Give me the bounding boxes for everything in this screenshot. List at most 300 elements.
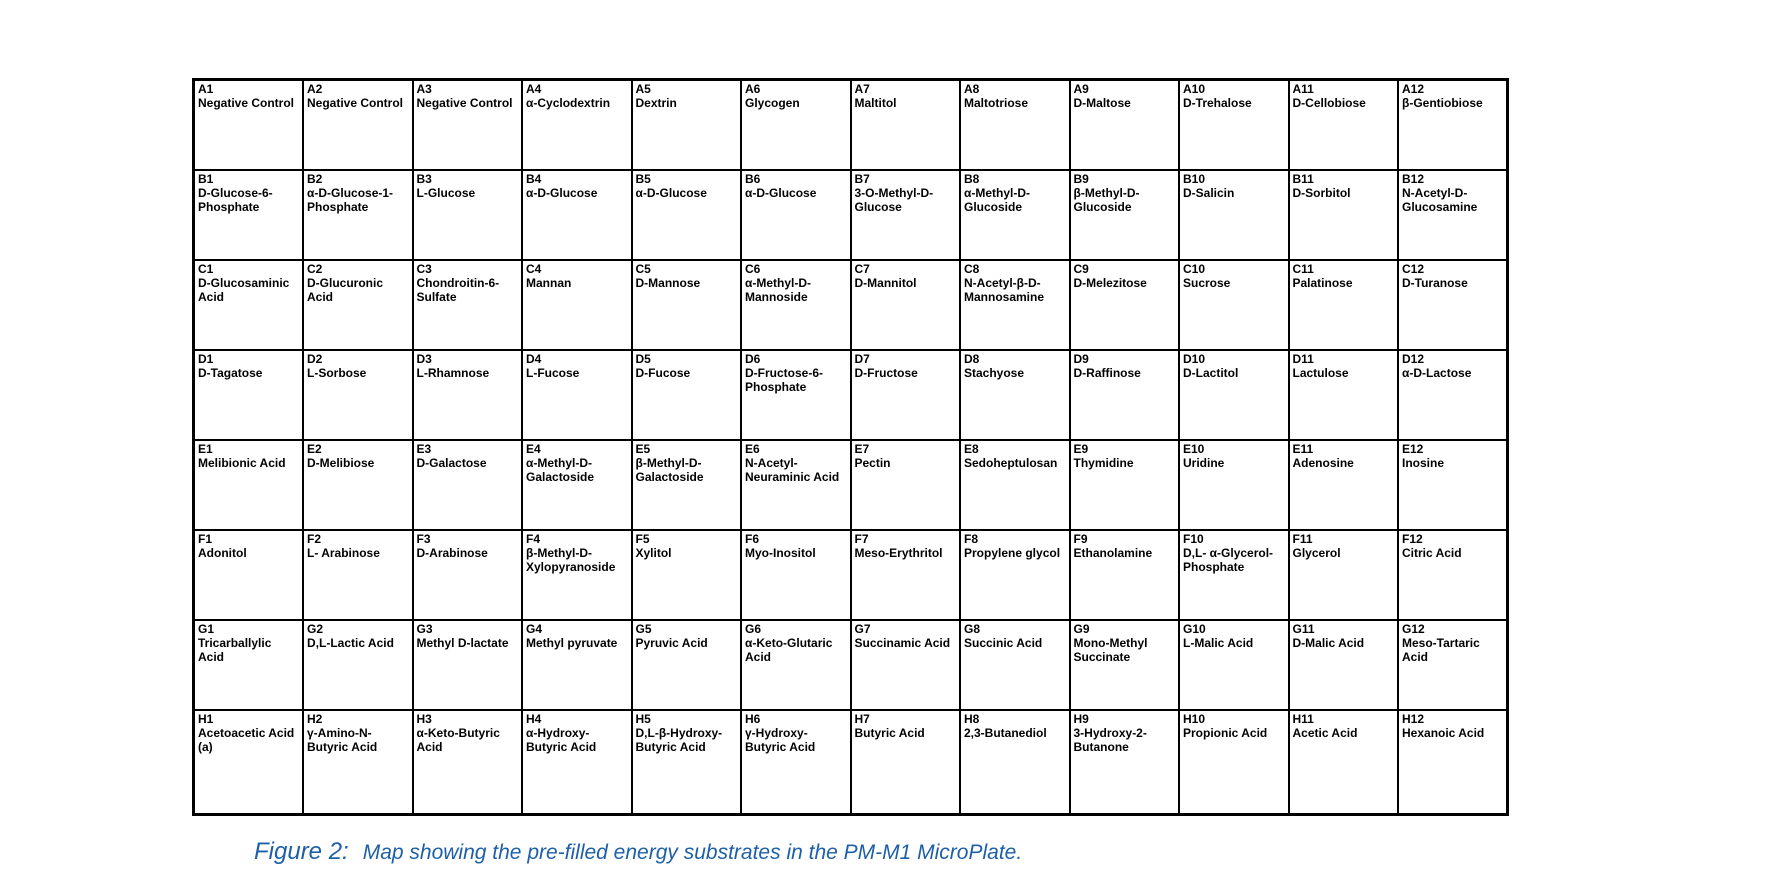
plate-well (1289, 440, 1399, 530)
well-substrate-name: α-Keto-Butyric Acid (416, 726, 500, 754)
well-id: A4 (526, 82, 542, 96)
well-substrate-name: D-Fructose (854, 366, 918, 380)
well-id: E10 (1183, 442, 1205, 456)
plate-well (1070, 620, 1180, 710)
well-substrate-name: Negative Control (198, 96, 295, 110)
plate-well (303, 260, 413, 350)
well-id: G9 (1073, 622, 1090, 636)
plate-well (1289, 80, 1399, 171)
plate-well (1398, 80, 1508, 171)
well-id: F5 (635, 532, 650, 546)
plate-well (1070, 530, 1180, 620)
plate-well (413, 80, 523, 171)
well-id: F11 (1292, 532, 1313, 546)
well-id: B2 (307, 172, 323, 186)
well-id: B7 (854, 172, 870, 186)
well-id: H7 (854, 712, 870, 726)
plate-well (960, 260, 1070, 350)
plate-well (522, 80, 632, 171)
well-id: D3 (416, 352, 432, 366)
plate-well (194, 440, 304, 530)
plate-well (1398, 260, 1508, 350)
plate-well (1179, 350, 1289, 440)
well-substrate-name: Xylitol (635, 546, 672, 560)
plate-map-body (194, 80, 1508, 815)
well-id: D12 (1402, 352, 1425, 366)
well-id: C7 (854, 262, 870, 276)
well-id: H1 (198, 712, 214, 726)
well-id: E1 (198, 442, 213, 456)
well-substrate-name: Glycerol (1292, 546, 1341, 560)
well-id: A12 (1402, 82, 1425, 96)
well-id: G6 (745, 622, 762, 636)
well-id: G4 (526, 622, 543, 636)
plate-well (413, 710, 523, 815)
well-id: C1 (198, 262, 214, 276)
well-substrate-name: D-Malic Acid (1292, 636, 1365, 650)
well-substrate-name: Acetoacetic Acid (a) (198, 726, 295, 754)
well-id: F10 (1183, 532, 1204, 546)
figure-caption-text: Map showing the pre-filled energy substrates in the PM-M1 MicroPlate. (362, 841, 1023, 864)
plate-map-table (192, 78, 1509, 816)
well-substrate-name: Thymidine (1073, 456, 1134, 470)
well-substrate-name: Negative Control (416, 96, 513, 110)
well-id: A6 (745, 82, 761, 96)
plate-well (194, 710, 304, 815)
plate-well (632, 530, 742, 620)
well-substrate-name: Adenosine (1292, 456, 1354, 470)
plate-well (413, 530, 523, 620)
plate-well (632, 80, 742, 171)
well-substrate-name: Meso-Erythritol (854, 546, 943, 560)
well-id: H4 (526, 712, 542, 726)
well-id: B10 (1183, 172, 1206, 186)
well-id: D7 (854, 352, 870, 366)
well-substrate-name: Sedoheptulosan (964, 456, 1058, 470)
plate-well (741, 80, 851, 171)
well-id: C10 (1183, 262, 1206, 276)
well-id: C11 (1292, 262, 1314, 276)
well-id: E7 (854, 442, 870, 456)
well-substrate-name: D-Trehalose (1183, 96, 1252, 110)
well-id: D2 (307, 352, 323, 366)
plate-well (960, 710, 1070, 815)
plate-well (632, 350, 742, 440)
well-id: D9 (1073, 352, 1089, 366)
plate-well (960, 440, 1070, 530)
well-substrate-name: L- Arabinose (307, 546, 380, 560)
well-id: B3 (416, 172, 432, 186)
well-id: E6 (745, 442, 760, 456)
well-id: B11 (1292, 172, 1314, 186)
well-substrate-name: Palatinose (1292, 276, 1353, 290)
figure-caption-label: Figure 2: (254, 838, 349, 865)
well-id: G11 (1292, 622, 1315, 636)
plate-row (194, 260, 1508, 350)
well-substrate-name: α-Methyl-D- Mannoside (745, 276, 812, 304)
well-substrate-name: Maltitol (854, 96, 897, 110)
well-substrate-name: D-Glucose-6- Phosphate (198, 186, 273, 214)
well-substrate-name: β-Gentiobiose (1402, 96, 1483, 110)
well-id: G1 (198, 622, 215, 636)
plate-well (1179, 710, 1289, 815)
well-substrate-name: D-Cellobiose (1292, 96, 1366, 110)
plate-well (194, 350, 304, 440)
plate-well (1398, 170, 1508, 260)
plate-well (303, 530, 413, 620)
well-id: G8 (964, 622, 981, 636)
well-substrate-name: α-Methyl-D- Glucoside (964, 186, 1031, 214)
well-substrate-name: 3-Hydroxy-2- Butanone (1073, 726, 1147, 754)
well-substrate-name: D-Raffinose (1073, 366, 1141, 380)
well-substrate-name: Mannan (526, 276, 572, 290)
well-id: G3 (416, 622, 433, 636)
well-substrate-name: Chondroitin-6- Sulfate (416, 276, 500, 304)
plate-well (741, 350, 851, 440)
plate-well (1070, 440, 1180, 530)
well-substrate-name: Pyruvic Acid (635, 636, 708, 650)
well-substrate-name: Glycogen (745, 96, 800, 110)
well-substrate-name: D,L-Lactic Acid (307, 636, 394, 650)
well-substrate-name: D,L-β-Hydroxy- Butyric Acid (635, 726, 723, 754)
plate-well (1289, 170, 1399, 260)
plate-row (194, 350, 1508, 440)
well-substrate-name: N-Acetyl-D- Glucosamine (1402, 186, 1478, 214)
plate-well (1179, 530, 1289, 620)
well-id: D5 (635, 352, 651, 366)
plate-row (194, 80, 1508, 171)
well-substrate-name: Lactulose (1292, 366, 1349, 380)
plate-well (522, 710, 632, 815)
well-substrate-name: L-Rhamnose (416, 366, 490, 380)
well-substrate-name: Acetic Acid (1292, 726, 1358, 740)
plate-well (960, 530, 1070, 620)
plate-well (741, 260, 851, 350)
well-id: E2 (307, 442, 322, 456)
well-id: F3 (416, 532, 431, 546)
well-id: A2 (307, 82, 323, 96)
well-id: A5 (635, 82, 651, 96)
well-id: C6 (745, 262, 761, 276)
well-substrate-name: α-Hydroxy- Butyric Acid (526, 726, 597, 754)
plate-well (413, 260, 523, 350)
well-substrate-name: β-Methyl-D- Galactoside (635, 456, 704, 484)
well-id: H2 (307, 712, 323, 726)
plate-well (632, 710, 742, 815)
plate-well (1179, 260, 1289, 350)
well-substrate-name: Butyric Acid (854, 726, 925, 740)
well-substrate-name: Adonitol (198, 546, 247, 560)
well-id: H12 (1402, 712, 1425, 726)
well-id: G10 (1183, 622, 1206, 636)
well-id: E5 (635, 442, 651, 456)
plate-row (194, 170, 1508, 260)
plate-well (632, 440, 742, 530)
well-id: A10 (1183, 82, 1206, 96)
plate-row (194, 530, 1508, 620)
plate-well (303, 80, 413, 171)
well-id: D4 (526, 352, 542, 366)
well-substrate-name: Sucrose (1183, 276, 1231, 290)
well-id: G12 (1402, 622, 1425, 636)
plate-well (1398, 710, 1508, 815)
well-id: E8 (964, 442, 979, 456)
well-id: H5 (635, 712, 651, 726)
well-substrate-name: D-Salicin (1183, 186, 1235, 200)
well-id: G7 (854, 622, 871, 636)
well-id: A8 (964, 82, 980, 96)
well-substrate-name: D-Glucosaminic Acid (198, 276, 290, 304)
well-substrate-name: D,L- α-Glycerol- Phosphate (1183, 546, 1274, 574)
plate-well (1398, 530, 1508, 620)
well-id: C12 (1402, 262, 1425, 276)
well-id: C2 (307, 262, 323, 276)
well-substrate-name: D-Galactose (416, 456, 487, 470)
well-id: A1 (198, 82, 214, 96)
well-id: F9 (1073, 532, 1088, 546)
plate-well (851, 620, 961, 710)
plate-well (1070, 710, 1180, 815)
well-id: F8 (964, 532, 979, 546)
plate-well (1289, 620, 1399, 710)
plate-well (1179, 620, 1289, 710)
well-substrate-name: D-Mannitol (854, 276, 917, 290)
well-id: B9 (1073, 172, 1089, 186)
well-id: H11 (1292, 712, 1314, 726)
well-substrate-name: Ethanolamine (1073, 546, 1153, 560)
plate-well (522, 530, 632, 620)
well-substrate-name: D-Melezitose (1073, 276, 1147, 290)
well-id: H8 (964, 712, 980, 726)
well-substrate-name: Meso-Tartaric Acid (1402, 636, 1480, 664)
well-substrate-name: Hexanoic Acid (1402, 726, 1485, 740)
well-id: A3 (416, 82, 432, 96)
plate-well (960, 80, 1070, 171)
plate-well (1289, 260, 1399, 350)
well-id: A7 (854, 82, 870, 96)
plate-row (194, 620, 1508, 710)
well-id: B8 (964, 172, 980, 186)
well-id: B12 (1402, 172, 1425, 186)
well-substrate-name: α-Keto-Glutaric Acid (745, 636, 833, 664)
well-substrate-name: 3-O-Methyl-D- Glucose (854, 186, 934, 214)
plate-well (303, 440, 413, 530)
plate-well (741, 710, 851, 815)
plate-well (413, 350, 523, 440)
well-substrate-name: L-Fucose (526, 366, 580, 380)
plate-row (194, 710, 1508, 815)
well-substrate-name: Negative Control (307, 96, 404, 110)
well-id: C3 (416, 262, 432, 276)
plate-well (522, 350, 632, 440)
plate-well (194, 530, 304, 620)
well-substrate-name: α-D-Lactose (1402, 366, 1472, 380)
well-substrate-name: N-Acetyl-β-D- Mannosamine (964, 276, 1045, 304)
plate-well (522, 440, 632, 530)
plate-well (303, 710, 413, 815)
well-id: C8 (964, 262, 980, 276)
well-id: E11 (1292, 442, 1314, 456)
plate-well (194, 170, 304, 260)
well-substrate-name: N-Acetyl- Neuraminic Acid (745, 456, 840, 484)
plate-well (851, 710, 961, 815)
well-id: F4 (526, 532, 541, 546)
plate-well (960, 350, 1070, 440)
plate-well (194, 620, 304, 710)
well-id: G2 (307, 622, 324, 636)
well-id: F1 (198, 532, 213, 546)
well-substrate-name: Mono-Methyl Succinate (1073, 636, 1148, 664)
well-substrate-name: D-Tagatose (198, 366, 263, 380)
plate-well (851, 170, 961, 260)
well-substrate-name: Succinic Acid (964, 636, 1043, 650)
well-substrate-name: Myo-Inositol (745, 546, 816, 560)
well-substrate-name: L-Glucose (416, 186, 476, 200)
well-substrate-name: Succinamic Acid (854, 636, 951, 650)
well-substrate-name: Methyl D-lactate (416, 636, 509, 650)
well-substrate-name: Uridine (1183, 456, 1225, 470)
well-id: D8 (964, 352, 980, 366)
well-substrate-name: Maltotriose (964, 96, 1029, 110)
well-id: F6 (745, 532, 760, 546)
well-id: H3 (416, 712, 432, 726)
plate-well (413, 440, 523, 530)
well-substrate-name: α-D-Glucose-1- Phosphate (307, 186, 394, 214)
plate-well (960, 170, 1070, 260)
plate-well (851, 350, 961, 440)
plate-well (1070, 350, 1180, 440)
plate-well (632, 620, 742, 710)
well-id: H10 (1183, 712, 1206, 726)
well-id: F2 (307, 532, 322, 546)
plate-well (851, 440, 961, 530)
well-substrate-name: Propylene glycol (964, 546, 1061, 560)
well-id: G5 (635, 622, 652, 636)
plate-well (632, 170, 742, 260)
plate-well (303, 350, 413, 440)
plate-well (1289, 710, 1399, 815)
plate-well (522, 260, 632, 350)
well-substrate-name: D-Lactitol (1183, 366, 1239, 380)
plate-well (303, 620, 413, 710)
well-substrate-name: Melibionic Acid (198, 456, 286, 470)
plate-well (413, 620, 523, 710)
plate-well (632, 260, 742, 350)
well-substrate-name: D-Turanose (1402, 276, 1468, 290)
well-id: E12 (1402, 442, 1424, 456)
well-substrate-name: β-Methyl-D- Xylopyranoside (526, 546, 616, 574)
well-substrate-name: Stachyose (964, 366, 1025, 380)
plate-well (1289, 530, 1399, 620)
plate-well (522, 170, 632, 260)
well-substrate-name: 2,3-Butanediol (964, 726, 1047, 740)
plate-well (1398, 620, 1508, 710)
plate-well (1179, 440, 1289, 530)
plate-well (851, 260, 961, 350)
figure-caption (254, 838, 1022, 866)
well-substrate-name: D-Maltose (1073, 96, 1131, 110)
well-id: H9 (1073, 712, 1089, 726)
well-id: C9 (1073, 262, 1089, 276)
well-substrate-name: Methyl pyruvate (526, 636, 618, 650)
well-id: D11 (1292, 352, 1314, 366)
well-id: C5 (635, 262, 651, 276)
well-id: E9 (1073, 442, 1089, 456)
plate-well (960, 620, 1070, 710)
well-substrate-name: D-Arabinose (416, 546, 488, 560)
well-id: E3 (416, 442, 432, 456)
well-id: A9 (1073, 82, 1089, 96)
plate-well (522, 620, 632, 710)
well-id: B5 (635, 172, 651, 186)
plate-well (1179, 80, 1289, 171)
well-id: H6 (745, 712, 761, 726)
well-id: D10 (1183, 352, 1206, 366)
well-substrate-name: D-Fucose (635, 366, 691, 380)
well-substrate-name: α-D-Glucose (745, 186, 817, 200)
well-substrate-name: L-Sorbose (307, 366, 367, 380)
plate-well (413, 170, 523, 260)
well-id: B1 (198, 172, 214, 186)
plate-well (303, 170, 413, 260)
well-substrate-name: D-Glucuronic Acid (307, 276, 384, 304)
well-id: C4 (526, 262, 542, 276)
well-substrate-name: Tricarballylic Acid (198, 636, 272, 664)
plate-well (1179, 170, 1289, 260)
well-substrate-name: γ-Amino-N- Butyric Acid (307, 726, 378, 754)
plate-well (194, 260, 304, 350)
plate-well (1070, 260, 1180, 350)
well-id: B6 (745, 172, 761, 186)
plate-well (741, 530, 851, 620)
plate-well (194, 80, 304, 171)
well-substrate-name: D-Melibiose (307, 456, 375, 470)
well-substrate-name: α-D-Glucose (526, 186, 598, 200)
plate-well (1289, 350, 1399, 440)
plate-well (741, 440, 851, 530)
well-substrate-name: D-Fructose-6- Phosphate (745, 366, 824, 394)
well-id: D1 (198, 352, 214, 366)
well-id: A11 (1292, 82, 1314, 96)
well-substrate-name: Inosine (1402, 456, 1445, 470)
well-substrate-name: γ-Hydroxy- Butyric Acid (745, 726, 816, 754)
plate-row (194, 440, 1508, 530)
well-substrate-name: Propionic Acid (1183, 726, 1268, 740)
plate-well (851, 530, 961, 620)
well-id: F7 (854, 532, 869, 546)
well-substrate-name: L-Malic Acid (1183, 636, 1254, 650)
plate-well (1398, 350, 1508, 440)
plate-well (1070, 170, 1180, 260)
well-substrate-name: Pectin (854, 456, 891, 470)
plate-well (1070, 80, 1180, 171)
well-substrate-name: Dextrin (635, 96, 677, 110)
plate-well (851, 80, 961, 171)
well-id: D6 (745, 352, 761, 366)
well-substrate-name: α-Cyclodextrin (526, 96, 611, 110)
well-substrate-name: D-Mannose (635, 276, 701, 290)
well-id: B4 (526, 172, 542, 186)
plate-well (741, 170, 851, 260)
plate-well (1398, 440, 1508, 530)
well-id: E4 (526, 442, 541, 456)
well-substrate-name: Citric Acid (1402, 546, 1462, 560)
well-substrate-name: D-Sorbitol (1292, 186, 1351, 200)
well-substrate-name: α-Methyl-D- Galactoside (526, 456, 595, 484)
plate-well (741, 620, 851, 710)
well-substrate-name: α-D-Glucose (635, 186, 707, 200)
well-id: F12 (1402, 532, 1423, 546)
